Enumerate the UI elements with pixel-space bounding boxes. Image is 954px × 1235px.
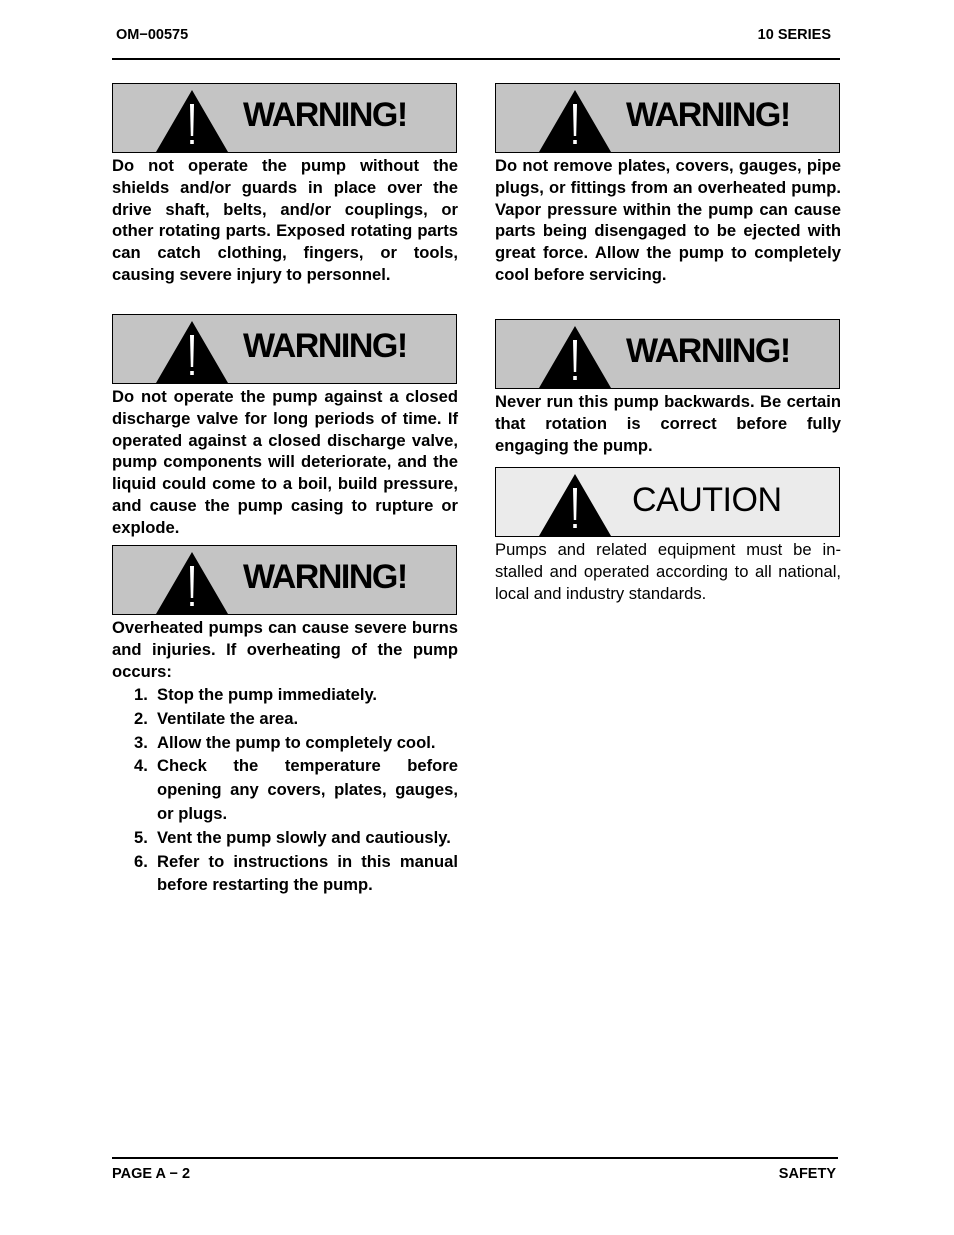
warning-triangle-icon (537, 472, 613, 536)
warning-banner-5 (495, 319, 840, 389)
list-item (112, 707, 458, 731)
warning-banner-2 (112, 314, 457, 384)
warning-triangle-icon (537, 324, 613, 388)
step-number: 2. (134, 708, 148, 728)
step-text: Vent the pump slowly and cautiously. (157, 827, 451, 847)
caution-text: Pumps and related equipment must be installed and operated according to all national, local and industry standards. (495, 540, 841, 603)
warning-banner-1 (112, 83, 457, 153)
step-text: Check the temperature before opening any covers, plates, gauges, or plugs. (157, 756, 458, 823)
footer-rule (112, 1157, 838, 1159)
warning-text-5: Never run this pump backwards. Be certain that rotation is correct before fully engaging the pump. (495, 392, 841, 455)
warning-banner-3 (112, 545, 457, 615)
caution-label: CAUTION (632, 481, 782, 519)
warning-label: WARNING! (243, 558, 407, 596)
document-number: OM−00575 (116, 27, 189, 43)
warning-label: WARNING! (626, 332, 790, 370)
list-item (112, 683, 458, 707)
caution-banner (495, 467, 840, 537)
step-text: Refer to instructions in this manual before restarting the pump. (157, 851, 458, 895)
warning-triangle-icon (537, 88, 613, 152)
step-number: 4. (134, 756, 148, 776)
step-number: 6. (134, 851, 148, 871)
list-item (112, 826, 458, 850)
section-label: SAFETY (778, 1166, 836, 1182)
step-number: 3. (134, 732, 148, 752)
list-item (112, 754, 458, 825)
series-label: 10 SERIES (757, 27, 831, 43)
step-number: 1. (134, 685, 148, 704)
warning-text-4: Do not remove plates, covers, gauges, pipe plugs, or fittings from an overheated pump. Vapor pressure within the pump can cause parts being disengaged to be ejected with great force. Allow the pump to completely cool before servicing. (495, 156, 841, 284)
warning-triangle-icon (154, 550, 230, 614)
warning-text-3: Overheated pumps can cause severe burns and injuries. If overheating of the pump occurs: (112, 618, 458, 681)
page-number: PAGE A − 2 (112, 1166, 191, 1182)
warning-label: WARNING! (626, 96, 790, 134)
list-item (112, 850, 458, 898)
step-text: Allow the pump to completely cool. (157, 732, 436, 752)
warning-triangle-icon (154, 88, 230, 152)
warning-triangle-icon (154, 319, 230, 383)
header-rule (112, 58, 840, 60)
overheating-steps-list (112, 683, 458, 897)
list-item (112, 731, 458, 755)
warning-text-2: Do not operate the pump against a closed discharge valve for long periods of time. If operated against a closed discharge valve, pump components will deteriorate, and the liquid could come to a boil, build pressure, and cause the pump casing to rupture or explode. (112, 387, 458, 537)
warning-label: WARNING! (243, 327, 407, 365)
warning-text-1: Do not operate the pump without the shields and/or guards in place over the drive shaft, belts, and/or couplings, or other rotating parts. Exposed rotating parts can catch clothing, fingers, or tools, causing severe injury to personnel. (112, 156, 458, 284)
warning-label: WARNING! (243, 96, 407, 134)
step-text: Stop the pump immediately. (157, 685, 378, 704)
step-number: 5. (134, 827, 148, 847)
warning-banner-4 (495, 83, 840, 153)
step-text: Ventilate the area. (157, 708, 299, 728)
